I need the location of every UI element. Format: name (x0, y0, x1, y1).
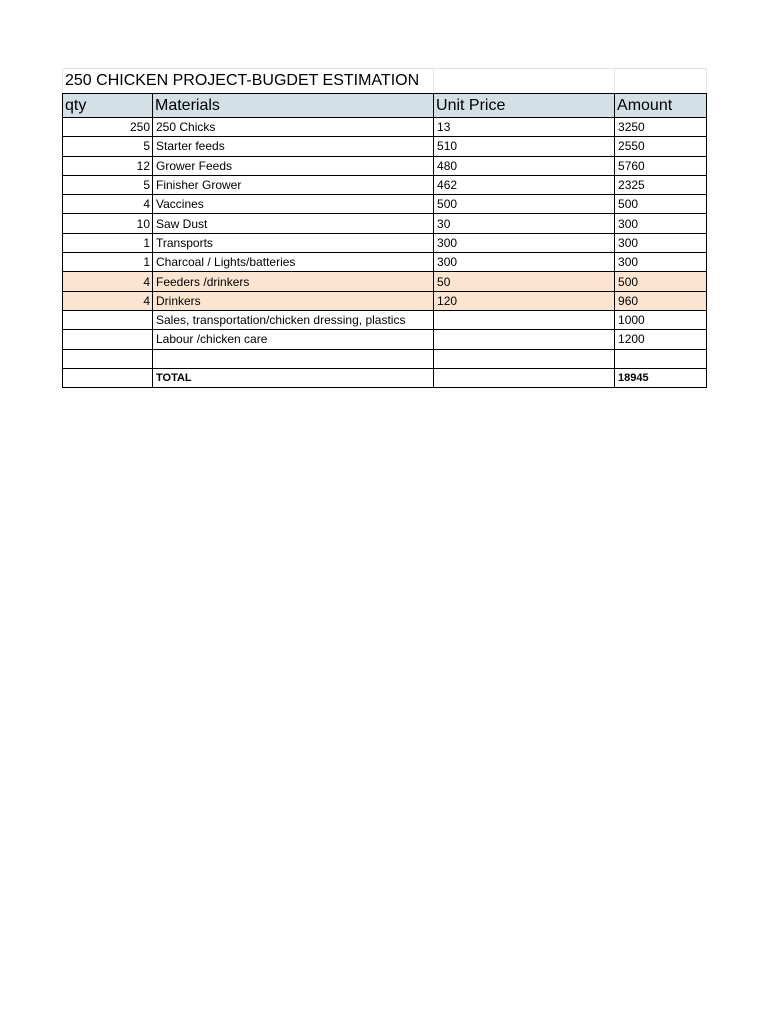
unit-price-cell (434, 310, 615, 329)
material-cell: Transports (153, 233, 434, 252)
material-cell: Saw Dust (153, 214, 434, 233)
qty-cell (63, 310, 153, 329)
amount-cell: 2550 (615, 137, 707, 156)
amount-cell: 3250 (615, 118, 707, 137)
header-qty: qty (63, 94, 153, 118)
table-row (63, 137, 707, 156)
title-empty-cell (434, 69, 615, 94)
material-cell: Feeders /drinkers (153, 272, 434, 291)
amount-cell: 1200 (615, 330, 707, 349)
unit-price-cell: 480 (434, 156, 615, 175)
amount-cell: 300 (615, 233, 707, 252)
qty-cell: 1 (63, 233, 153, 252)
qty-cell: 10 (63, 214, 153, 233)
qty-cell: 12 (63, 156, 153, 175)
material-cell: Sales, transportation/chicken dressing, plastics (153, 310, 434, 329)
table-row (63, 330, 707, 349)
unit-price-cell: 300 (434, 253, 615, 272)
budget-table (62, 68, 707, 388)
qty-cell: 5 (63, 137, 153, 156)
total-label: TOTAL (153, 368, 434, 387)
unit-price-cell: 300 (434, 233, 615, 252)
qty-cell: 4 (63, 195, 153, 214)
qty-cell: 5 (63, 175, 153, 194)
table-row (63, 310, 707, 329)
qty-cell: 4 (63, 272, 153, 291)
amount-cell: 300 (615, 253, 707, 272)
unit-price-cell: 30 (434, 214, 615, 233)
material-cell: Finisher Grower (153, 175, 434, 194)
table-row (63, 156, 707, 175)
material-cell: Drinkers (153, 291, 434, 310)
amount-cell: 300 (615, 214, 707, 233)
unit-price-cell (434, 330, 615, 349)
table-row (63, 253, 707, 272)
unit-price-cell: 500 (434, 195, 615, 214)
table-row (63, 233, 707, 252)
header-materials: Materials (153, 94, 434, 118)
amount-cell: 500 (615, 272, 707, 291)
amount-cell: 960 (615, 291, 707, 310)
material-cell: Vaccines (153, 195, 434, 214)
budget-sheet (62, 68, 706, 388)
qty-cell: 4 (63, 291, 153, 310)
material-cell: Labour /chicken care (153, 330, 434, 349)
unit-price-cell: 510 (434, 137, 615, 156)
total-qty-cell (63, 368, 153, 387)
amount-cell: 2325 (615, 175, 707, 194)
material-cell: 250 Chicks (153, 118, 434, 137)
table-row (63, 195, 707, 214)
amount-cell: 5760 (615, 156, 707, 175)
total-row (63, 368, 707, 387)
qty-cell (63, 349, 153, 368)
qty-cell: 1 (63, 253, 153, 272)
header-amount: Amount (615, 94, 707, 118)
table-row (63, 291, 707, 310)
table-row (63, 214, 707, 233)
unit-price-cell: 120 (434, 291, 615, 310)
table-row (63, 349, 707, 368)
total-unit-price-cell (434, 368, 615, 387)
total-amount: 18945 (615, 368, 707, 387)
title-empty-cell (615, 69, 707, 94)
qty-cell (63, 330, 153, 349)
header-unit-price: Unit Price (434, 94, 615, 118)
table-row (63, 272, 707, 291)
amount-cell: 500 (615, 195, 707, 214)
qty-cell: 250 (63, 118, 153, 137)
table-row (63, 175, 707, 194)
unit-price-cell (434, 349, 615, 368)
material-cell: Charcoal / Lights/batteries (153, 253, 434, 272)
unit-price-cell: 13 (434, 118, 615, 137)
material-cell: Grower Feeds (153, 156, 434, 175)
amount-cell (615, 349, 707, 368)
unit-price-cell: 50 (434, 272, 615, 291)
unit-price-cell: 462 (434, 175, 615, 194)
sheet-title: 250 CHICKEN PROJECT-BUGDET ESTIMATION (63, 69, 434, 94)
table-row (63, 118, 707, 137)
header-row (63, 94, 707, 118)
amount-cell: 1000 (615, 310, 707, 329)
title-row (63, 69, 707, 94)
material-cell (153, 349, 434, 368)
material-cell: Starter feeds (153, 137, 434, 156)
